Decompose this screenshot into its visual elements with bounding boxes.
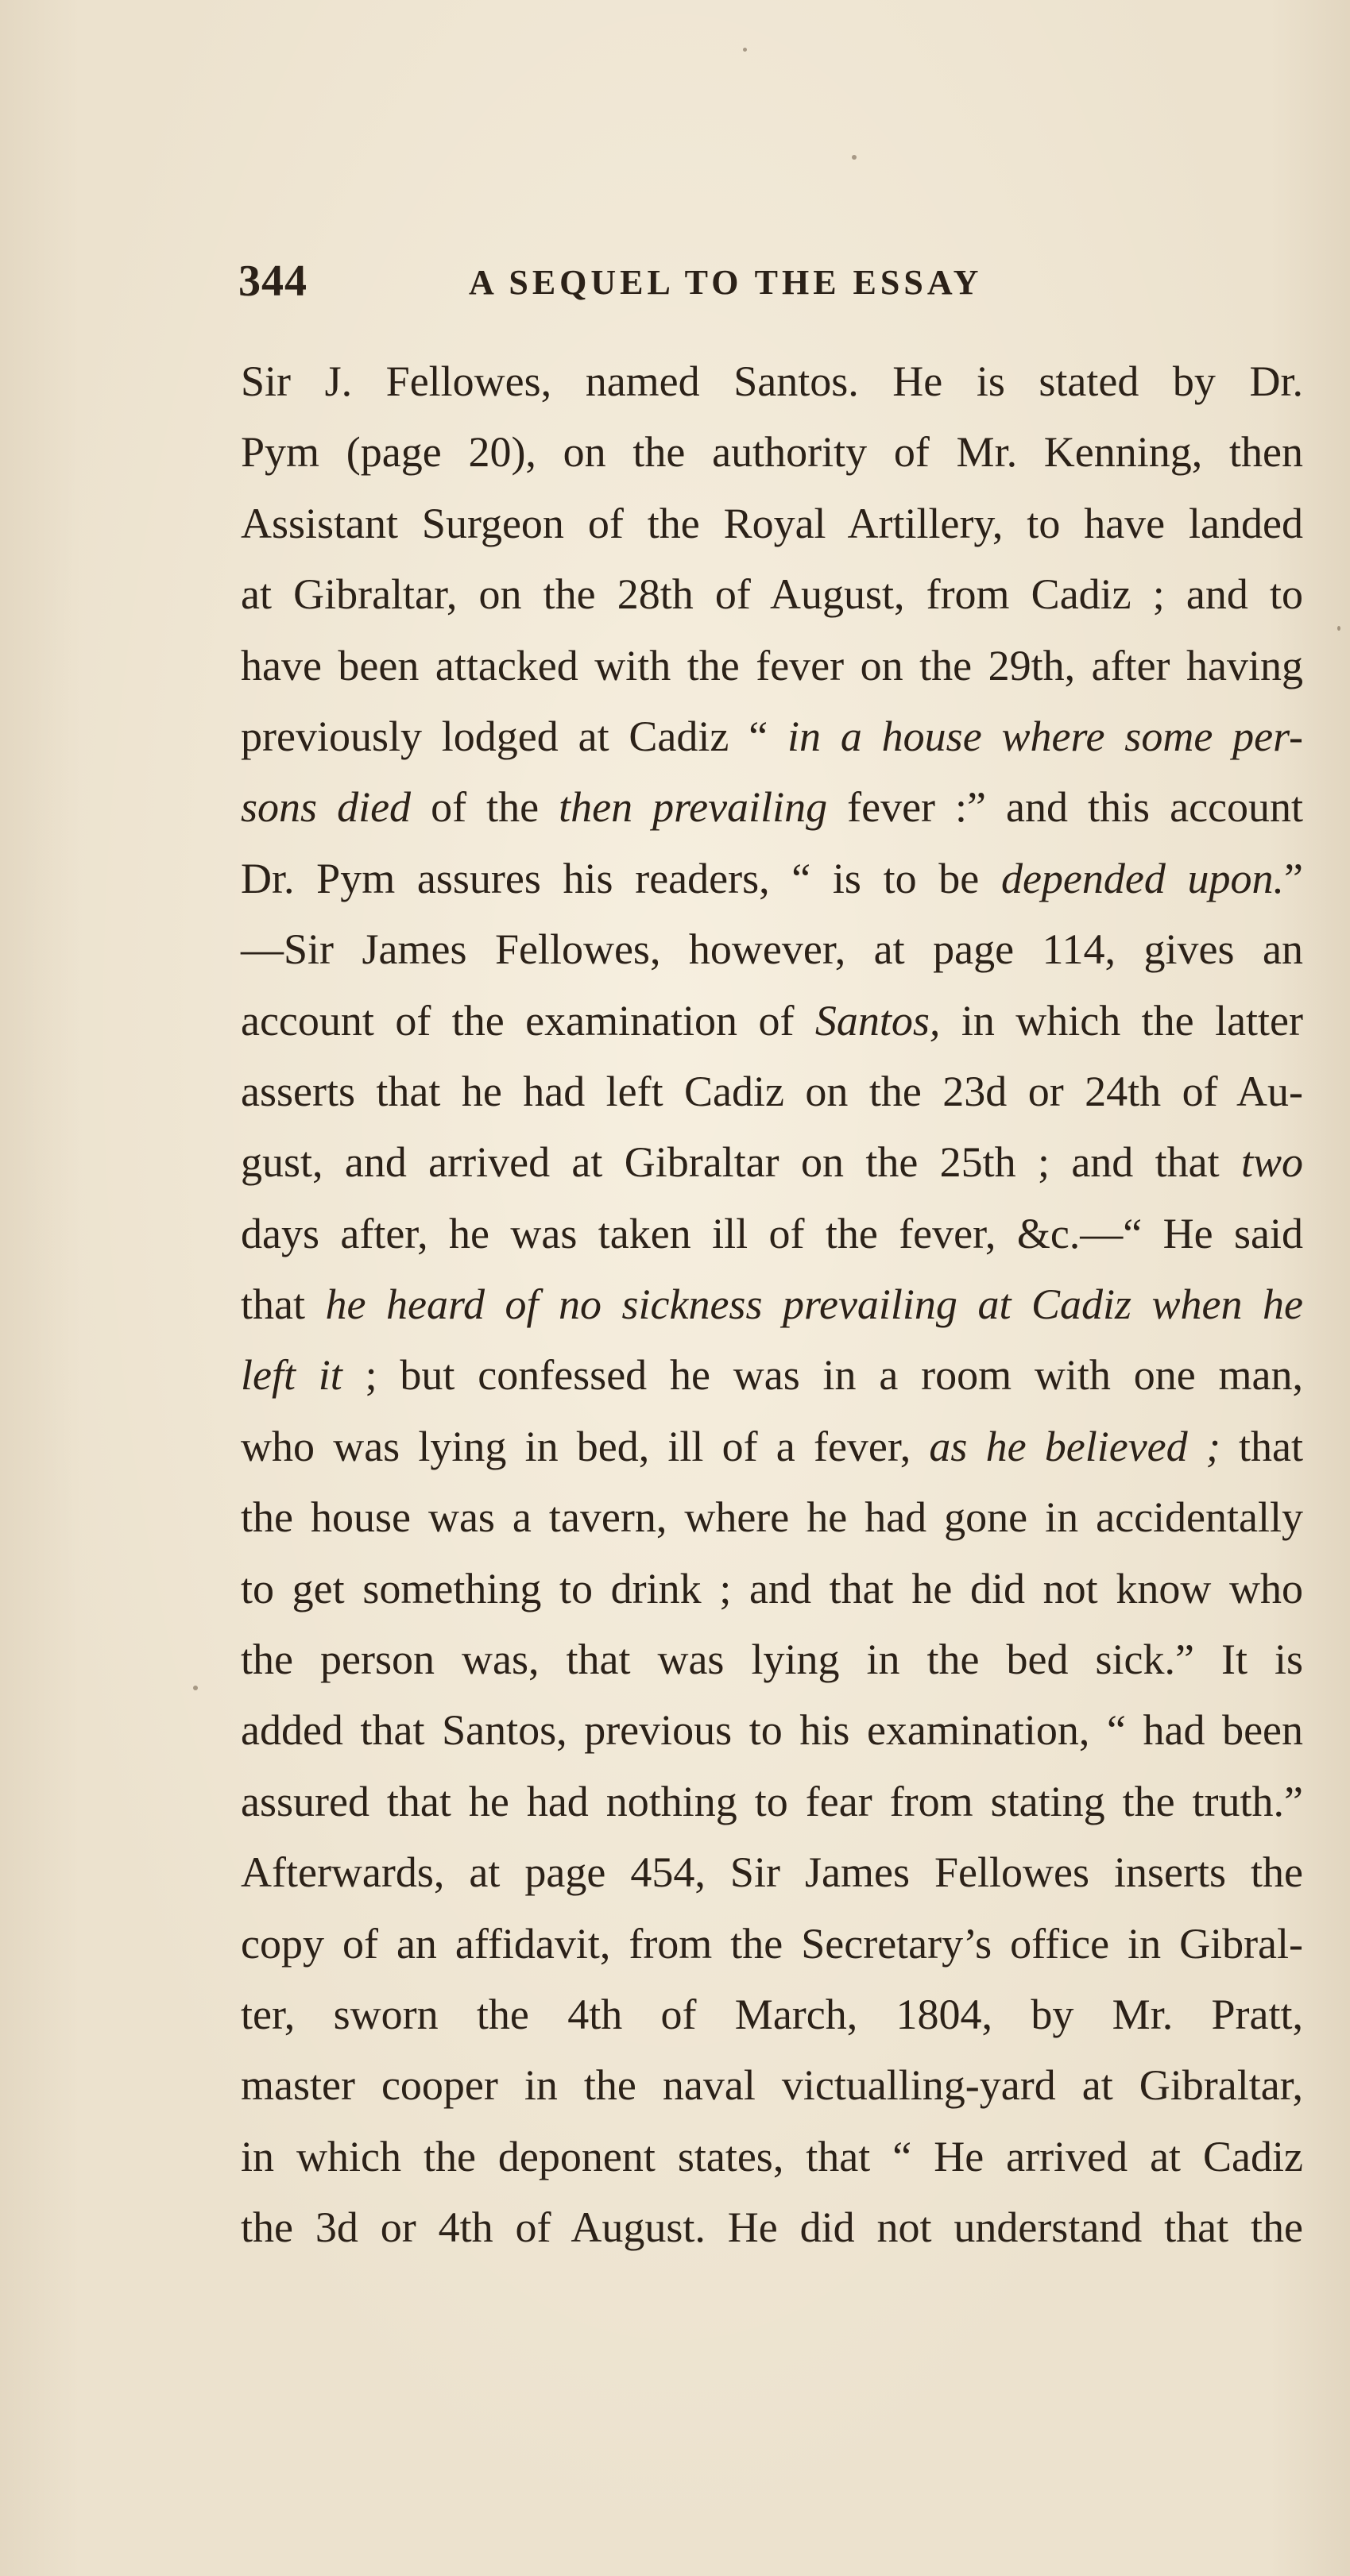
- text-run: account of the examination of: [241, 996, 815, 1045]
- text-line: [241, 1340, 1303, 1411]
- text-run: have been attacked with the fever on the 29th, after having: [241, 641, 1303, 689]
- text-run: ter, sworn the 4th of March, 1804, by Mr. Pratt,: [241, 1990, 1303, 2038]
- text-line: [241, 701, 1303, 772]
- text-run: the 3d or 4th of August. He did not understand that the: [241, 2203, 1303, 2252]
- text-run: days after, he was taken ill of the fever, &c.—“ He said: [241, 1209, 1303, 1257]
- text-line: [241, 1127, 1303, 1198]
- text-run: who was lying in bed, ill of a fever,: [241, 1422, 930, 1470]
- text-line: [241, 346, 1303, 417]
- text-run: in which the deponent states, that “ He arrived at Cadiz: [241, 2132, 1303, 2180]
- text-line: [241, 1909, 1303, 1979]
- text-run: Dr. Pym assures his readers, “ is to be: [241, 854, 1001, 902]
- italic-text: depended upon.: [1000, 854, 1285, 902]
- text-run: added that Santos, previous to his examination, “ had been: [241, 1706, 1303, 1755]
- paper-speck: [1337, 626, 1340, 631]
- text-run: that: [241, 1280, 326, 1329]
- text-run: to get something to drink ; and that he did not know who: [241, 1564, 1303, 1612]
- text-run: Afterwards, at page 454, Sir James Fellowes inserts the: [241, 1848, 1303, 1897]
- text-line: [241, 844, 1303, 914]
- text-line: [241, 986, 1303, 1056]
- text-run: Sir J. Fellowes, named Santos. He is stated by Dr.: [241, 357, 1303, 405]
- text-run: in which the latter: [940, 996, 1303, 1045]
- running-title: A SEQUEL TO THE ESSAY: [469, 263, 983, 302]
- text-run: previously lodged at Cadiz “: [241, 712, 788, 760]
- text-run: assured that he had nothing to fear from stating the truth.”: [241, 1777, 1303, 1825]
- text-line: [241, 1269, 1303, 1340]
- text-run: master cooper in the naval victualling-yard at Gibraltar,: [241, 2061, 1303, 2110]
- italic-text: he heard of no sickness prevailing at Cadiz when he: [325, 1280, 1303, 1329]
- text-line: [241, 1056, 1303, 1127]
- text-run: ; but confessed he was in a room with one man,: [342, 1351, 1303, 1400]
- text-line: [241, 1767, 1303, 1837]
- italic-text: two: [1240, 1138, 1303, 1187]
- text-line: [241, 1979, 1303, 2050]
- text-line: [241, 1695, 1303, 1766]
- text-line: [241, 559, 1303, 630]
- text-line: [241, 1482, 1303, 1553]
- italic-text: then prevailing: [559, 783, 828, 832]
- paper-speck: [193, 1686, 198, 1690]
- text-line: [241, 2192, 1303, 2263]
- text-run: ”: [1284, 854, 1304, 902]
- italic-text: left it: [241, 1351, 342, 1400]
- page-number: 344: [238, 257, 308, 306]
- italic-text: sons died: [241, 783, 412, 832]
- text-run: that: [1220, 1422, 1304, 1470]
- paper-speck: [852, 155, 857, 160]
- text-line: [241, 2122, 1303, 2192]
- text-run: Pym (page 20), on the authority of Mr. Kenning, then: [241, 428, 1303, 477]
- italic-text: as he believed ;: [929, 1422, 1220, 1470]
- text-line: [241, 2050, 1303, 2121]
- paper-speck: [743, 48, 747, 52]
- text-run: of the: [411, 783, 559, 832]
- text-line: [241, 772, 1303, 843]
- text-run: the house was a tavern, where he had gone in accidentally: [241, 1493, 1303, 1542]
- text-line: [241, 1412, 1303, 1482]
- text-run: the person was, that was lying in the bed sick.” It is: [241, 1636, 1303, 1684]
- text-line: [241, 417, 1303, 488]
- text-line: [241, 1554, 1303, 1624]
- text-line: [241, 1837, 1303, 1908]
- text-line: [241, 914, 1303, 985]
- text-run: gust, and arrived at Gibraltar on the 25th ; and that: [241, 1138, 1241, 1187]
- text-run: copy of an affidavit, from the Secretary’s office in Gibral-: [241, 1919, 1303, 1968]
- text-line: [241, 1199, 1303, 1269]
- text-line: [241, 489, 1303, 559]
- text-run: Assistant Surgeon of the Royal Artillery, to have landed: [241, 499, 1303, 547]
- text-run: asserts that he had left Cadiz on the 23d or 24th of Au-: [241, 1067, 1303, 1115]
- text-run: at Gibraltar, on the 28th of August, from Cadiz ; and to: [241, 570, 1303, 619]
- body-text: [241, 346, 1303, 2264]
- text-run: —Sir James Fellowes, however, at page 114, gives an: [241, 925, 1303, 974]
- italic-text: in a house where some per-: [787, 712, 1304, 760]
- running-head: [238, 256, 1097, 319]
- italic-text: Santos,: [814, 996, 941, 1045]
- text-line: [241, 631, 1303, 701]
- text-run: fever :” and this account: [827, 783, 1304, 832]
- text-line: [241, 1624, 1303, 1695]
